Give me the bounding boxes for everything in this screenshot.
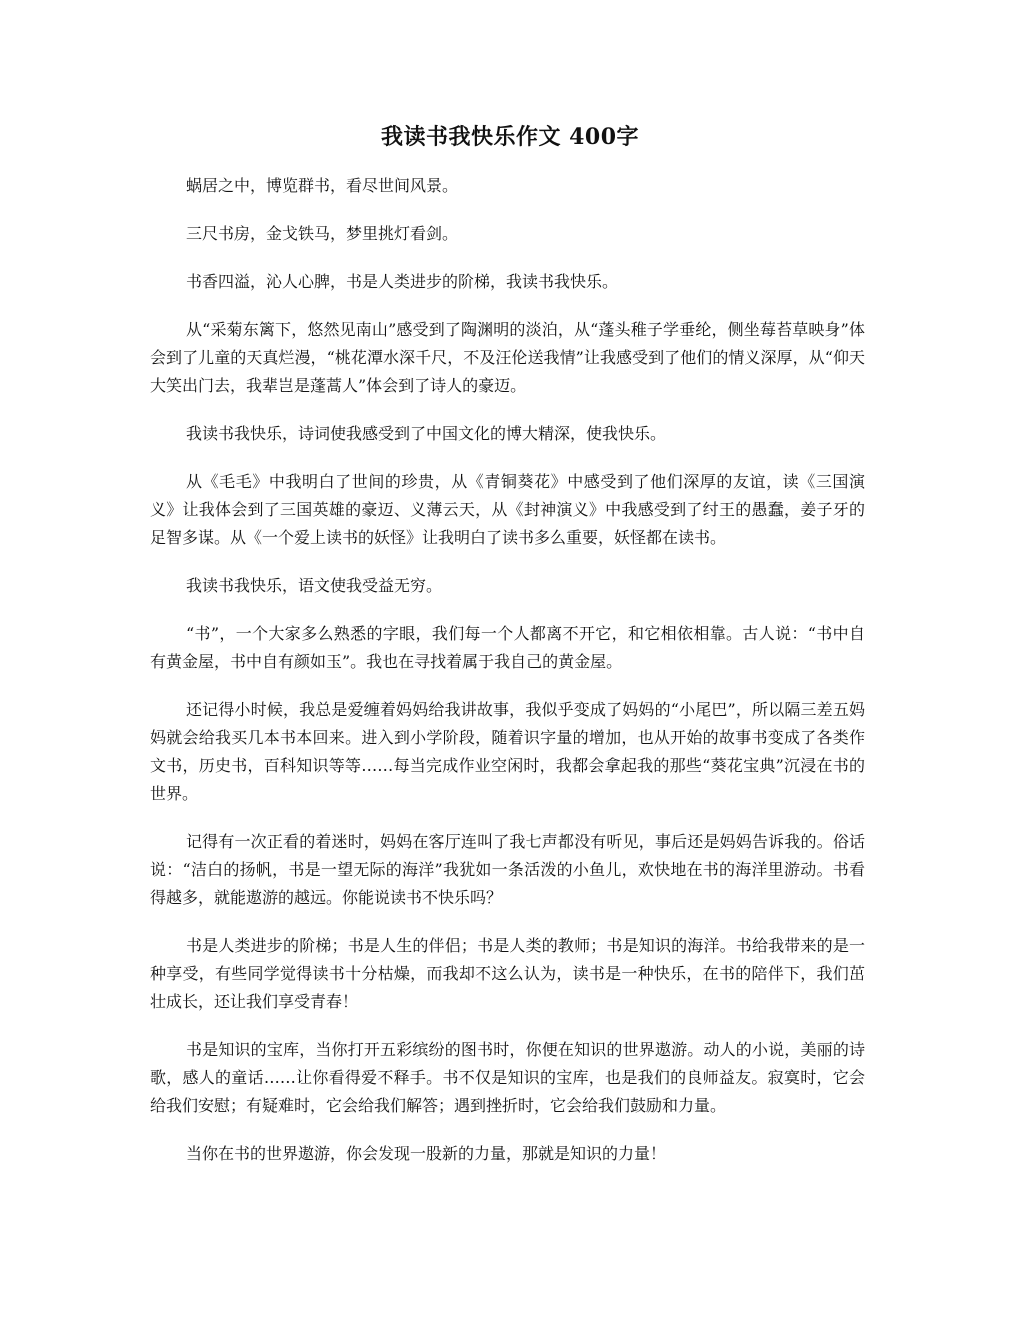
paragraph: “书”，一个大家多么熟悉的字眼，我们每一个人都离不开它，和它相依相靠。古人说：“书中自有黄金屋，书中自有颜如玉”。我也在寻找着属于我自己的黄金屋。	[150, 624, 865, 671]
paragraph: 书是知识的宝库，当你打开五彩缤纷的图书时，你便在知识的世界遨游。动人的小说，美丽的诗歌，感人的童话……让你看得爱不释手。书不仅是知识的宝库，也是我们的良师益友。寂寞时，它会给我们安慰；有疑难时，它会给我们解答；遇到挫折时，它会给我们鼓励和力量。	[150, 1040, 865, 1115]
document-body	[150, 172, 865, 1188]
paragraph: 还记得小时候，我总是爱缠着妈妈给我讲故事，我似乎变成了妈妈的“小尾巴”，所以隔三差五妈妈就会给我买几本书本回来。进入到小学阶段，随着识字量的增加，也从开始的故事书变成了各类作文书，历史书，百科知识等等……每当完成作业空闲时，我都会拿起我的那些“葵花宝典”沉浸在书的世界。	[150, 700, 865, 803]
paragraph: 蜗居之中，博览群书，看尽世间风景。	[186, 176, 459, 195]
paragraph: 当你在书的世界遨游，你会发现一股新的力量，那就是知识的力量！	[186, 1144, 667, 1163]
document-title: 我读书我快乐作文 400字	[380, 124, 640, 150]
paragraph: 我读书我快乐，语文使我受益无穷。	[186, 576, 443, 595]
paragraph: 三尺书房，金戈铁马，梦里挑灯看剑。	[186, 224, 459, 243]
paragraph: 我读书我快乐，诗词使我感受到了中国文化的博大精深，使我快乐。	[186, 424, 667, 443]
paragraph: 书香四溢，沁人心脾，书是人类进步的阶梯，我读书我快乐。	[186, 272, 619, 291]
paragraph: 书是人类进步的阶梯；书是人生的伴侣；书是人类的教师；书是知识的海洋。书给我带来的是一种享受，有些同学觉得读书十分枯燥，而我却不这么认为，读书是一种快乐，在书的陪伴下，我们茁壮成长，还让我们享受青春！	[150, 936, 865, 1011]
paragraph: 记得有一次正看的着迷时，妈妈在客厅连叫了我七声都没有听见，事后还是妈妈告诉我的。俗话说：“洁白的扬帆，书是一望无际的海洋”我犹如一条活泼的小鱼儿，欢快地在书的海洋里游动。书看得越多，就能遨游的越远。你能说读书不快乐吗？	[150, 832, 865, 907]
paragraph: 从《毛毛》中我明白了世间的珍贵，从《青铜葵花》中感受到了他们深厚的友谊，读《三国演义》让我体会到了三国英雄的豪迈、义薄云天，从《封神演义》中我感受到了纣王的愚蠢，姜子牙的足智多谋。从《一个爱上读书的妖怪》让我明白了读书多么重要，妖怪都在读书。	[150, 472, 865, 547]
paragraph: 从“采菊东篱下，悠然见南山”感受到了陶渊明的淡泊，从“蓬头稚子学垂纶，侧坐莓苔草映身”体会到了儿童的天真烂漫，“桃花潭水深千尺，不及汪伦送我情”让我感受到了他们的情义深厚，从“仰天大笑出门去，我辈岂是蓬蒿人”体会到了诗人的豪迈。	[150, 320, 865, 395]
